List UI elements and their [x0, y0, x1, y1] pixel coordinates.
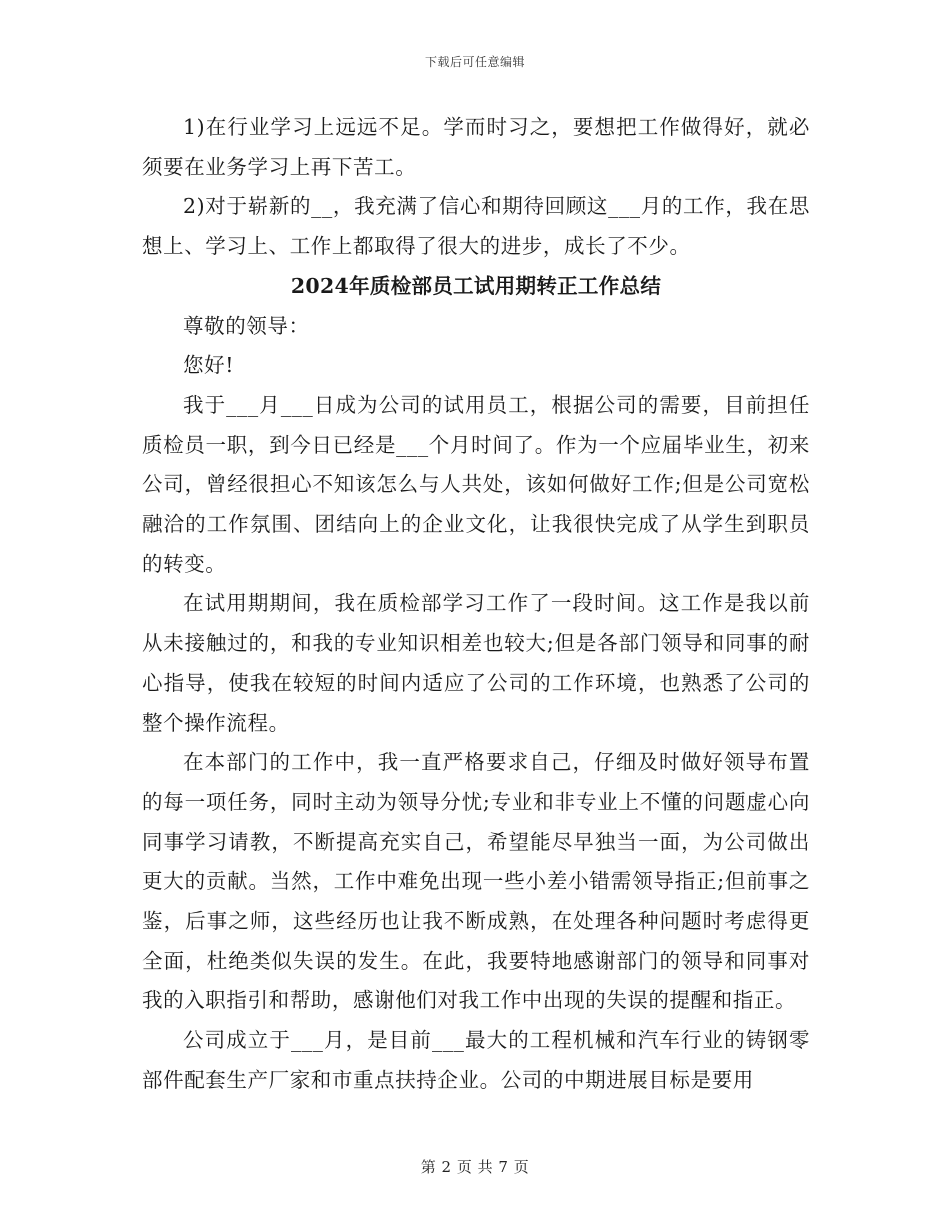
paragraph-5: 在本部门的工作中，我一直严格要求自己，仔细及时做好领导布置的每一项任务，同时主动为领导分忧;专业和非专业上不懂的问题虚心向同事学习请教，不断提高充实自己，希望能尽早独当一面，为公司做出更大的贡献。当然，工作中难免出现一些小差小错需领导指正;但前事之鉴，后事之师，这些经历也让我不断成熟，在处理各种问题时考虑得更全面，杜绝类似失误的发生。在此，我要特地感谢部门的领导和同事对我的入职指引和帮助，感谢他们对我工作中出现的失误的提醒和指正。 [142, 750, 810, 1013]
paragraph-2: 2)对于崭新的__，我充满了信心和期待回顾这___月的工作，我在思想上、学习上、工作上都取得了很大的进步，成长了不少。 [142, 194, 810, 259]
paragraph-6: 公司成立于___月，是目前___最大的工程机械和汽车行业的铸钢零部件配套生产厂家和市重点扶持企业。公司的中期进展目标是要用 [142, 1028, 810, 1092]
paragraph-1: 1)在行业学习上远远不足。学而时习之，要想把工作做得好，就必须要在业务学习上再下苦工。 [142, 115, 810, 179]
page-number: 第 2 页 共 7 页 [420, 1158, 530, 1176]
salutation: 尊敬的领导： [183, 313, 310, 338]
page-header: 下载后可任意编辑 [424, 55, 525, 69]
paragraph-3: 我于___月___日成为公司的试用员工，根据公司的需要，目前担任质检员一职，到今日已经是___个月时间了。作为一个应届毕业生，初来公司，曾经很担心不知该怎么与人共处，该如何做好工作;但是公司宽松融洽的工作氛围、团结向上的企业文化，让我很快完成了从学生到职员的转变。 [142, 392, 810, 576]
document-body [142, 108, 810, 1101]
document-title: 2024年质检部员工试用期转正工作总结 [290, 273, 662, 298]
paragraph-4: 在试用期期间，我在质检部学习工作了一段时间。这工作是我以前从未接触过的，和我的专业知识相差也较大;但是各部门领导和同事的耐心指导，使我在较短的时间内适应了公司的工作环境，也熟悉了公司的整个操作流程。 [142, 591, 810, 735]
greeting: 您好! [183, 353, 235, 378]
